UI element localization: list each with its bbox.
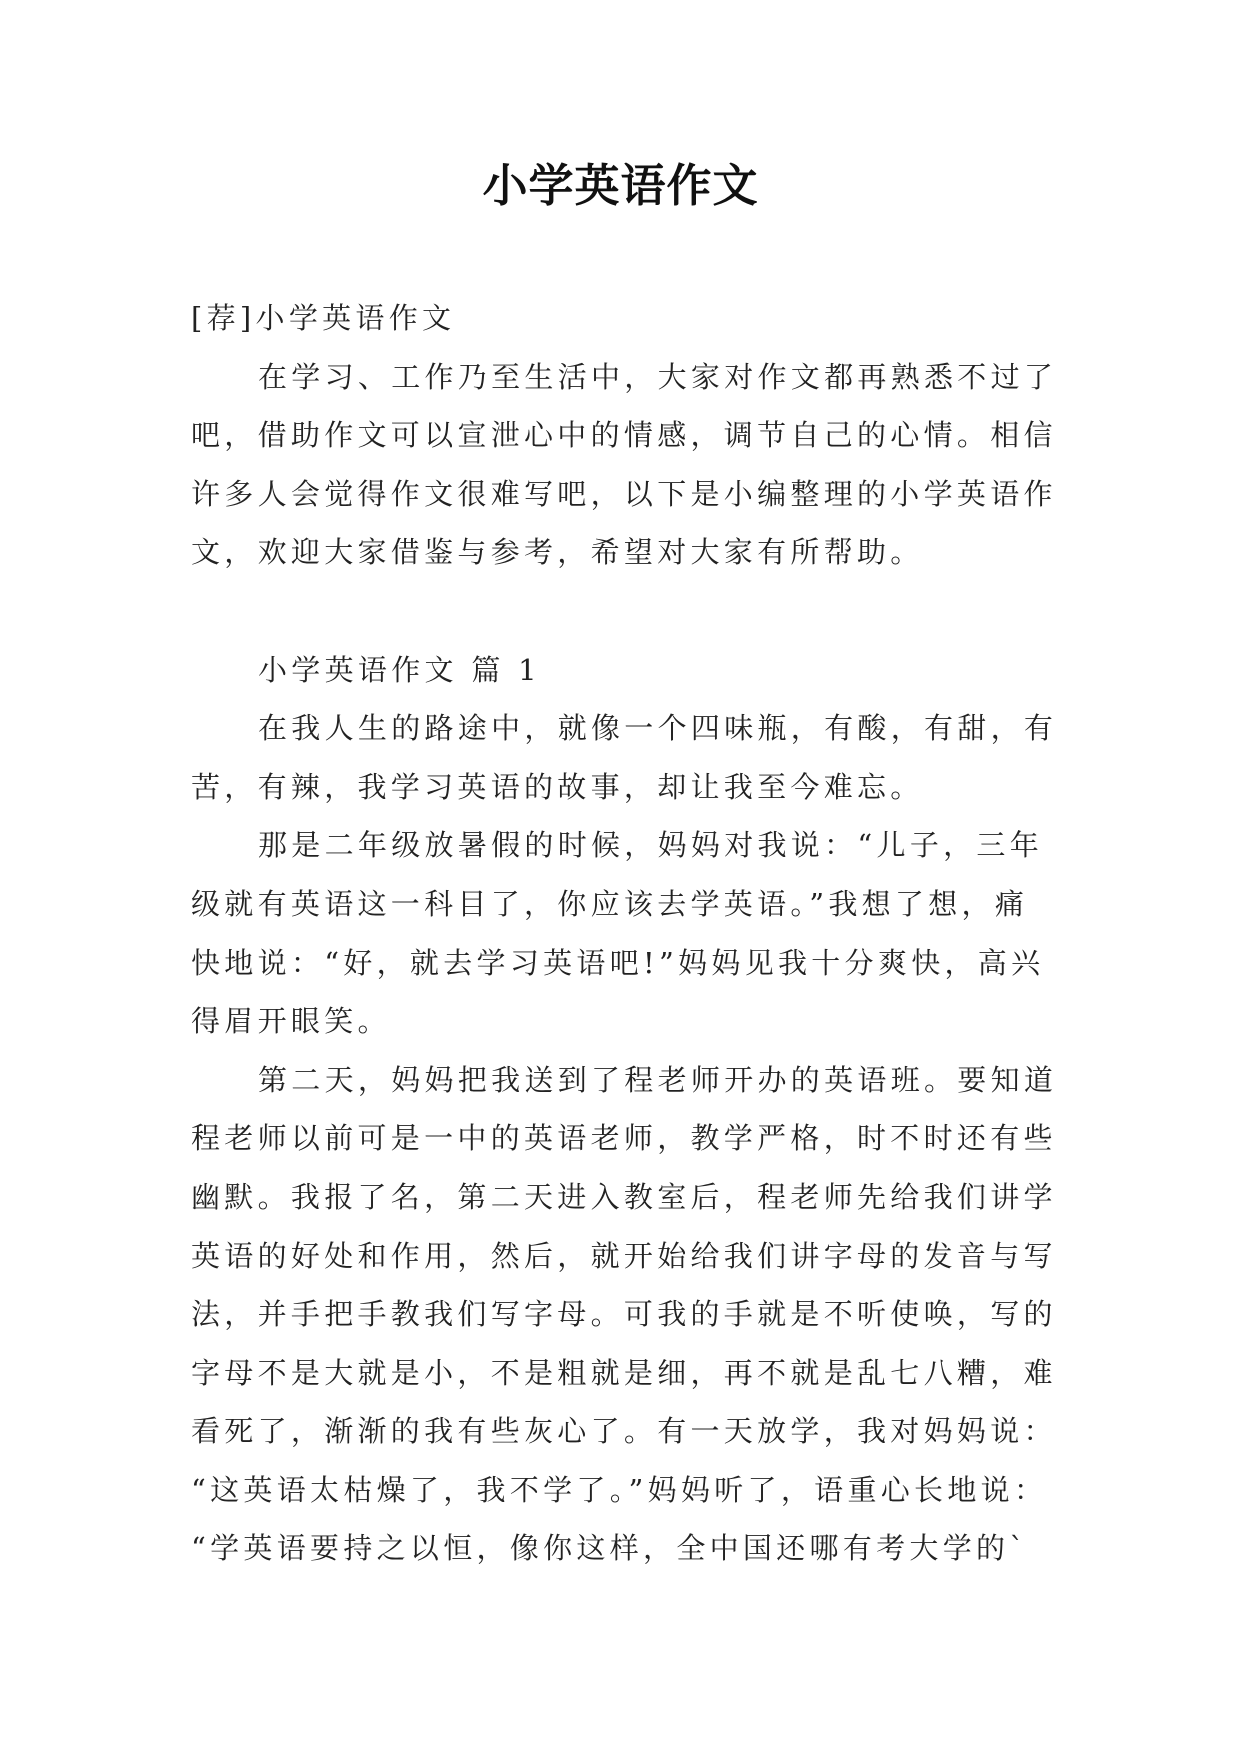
paragraph-line: 级就有英语这一科目了，你应该去学英语。”我想了想，痛 [191,886,1029,921]
paragraph [191,699,1151,816]
paragraph-line: 文，欢迎大家借鉴与参考，希望对大家有所帮助。 [191,535,924,570]
paragraph-line: “这英语太枯燥了，我不学了。”妈妈听了，语重心长地说： [191,1472,1048,1507]
paragraph-line: 程老师以前可是一中的英语老师，教学严格，时不时还有些 [191,1121,1057,1156]
document-title: 小学英语作文 [482,159,759,212]
paragraph-line: 字母不是大就是小，不是粗就是细，再不就是乱七八糟，难 [191,1355,1057,1390]
document-subtitle: [荐]小学英语作文 [191,301,456,335]
paragraph-line: 那是二年级放暑假的时候，妈妈对我说：“儿子，三年 [258,828,1044,863]
paragraph-line: “学英语要持之以恒，像你这样，全中国还哪有考大学的` [191,1531,1029,1566]
paragraph-line: 得眉开眼笑。 [191,1004,391,1039]
paragraph-line: 看死了，渐渐的我有些灰心了。有一天放学，我对妈妈说： [191,1414,1057,1449]
paragraph-spacer [191,582,1151,641]
intro-paragraph [191,348,1151,582]
paragraph-line: 苦，有辣，我学习英语的故事，却让我至今难忘。 [191,769,924,804]
paragraph-line: 许多人会觉得作文很难写吧，以下是小编整理的小学英语作 [191,476,1057,511]
paragraph-line: 英语的好处和作用，然后，就开始给我们讲字母的发音与写 [191,1238,1057,1273]
paragraph-line: 幽默。我报了名，第二天进入教室后，程老师先给我们讲学 [191,1179,1057,1214]
paragraph-line: 在我人生的路途中，就像一个四味瓶，有酸，有甜，有 [258,711,1058,746]
paragraph-line: 法，并手把手教我们写字母。可我的手就是不听使唤，写的 [191,1297,1057,1332]
section-heading: 小学英语作文 篇 1 [258,652,541,687]
paragraph-line: 吧，借助作文可以宣泄心中的情感，调节自己的心情。相信 [191,418,1057,453]
paragraph-line: 第二天，妈妈把我送到了程老师开办的英语班。要知道 [258,1062,1058,1097]
paragraph-line: 快地说：“好，就去学习英语吧!”妈妈见我十分爽快，高兴 [191,945,1045,980]
paragraph [191,816,1151,1050]
document-body [191,289,1151,1578]
paragraph-line: 在学习、工作乃至生活中，大家对作文都再熟悉不过了 [258,359,1058,394]
paragraph [191,1051,1151,1578]
